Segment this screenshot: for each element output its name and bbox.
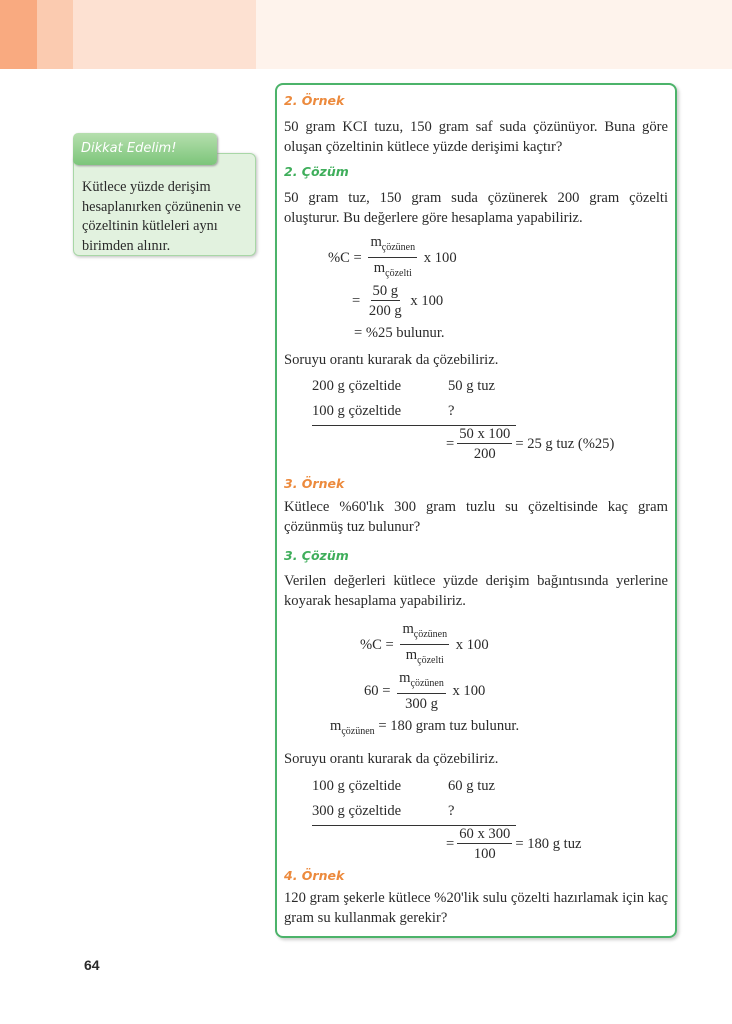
note-title: Dikkat Edelim! bbox=[73, 133, 217, 165]
proportion-2-row-1-right: 60 g tuz bbox=[448, 778, 496, 794]
formula-percent-c-2: %C = $\frac{m_{çözünen}}{m_{çözelti}}$ x 100 bbox=[360, 621, 489, 666]
proportion-row-2-right: ? bbox=[448, 403, 455, 419]
example-4-text: 120 gram şekerle kütlece %20'lik sulu çözelti hazırlamak için kaç gram su kullanmak gerekir? bbox=[284, 890, 668, 926]
header-strip-3 bbox=[73, 0, 256, 69]
formula-result: = %25 bulunur. bbox=[354, 325, 445, 341]
header-strip-1 bbox=[0, 0, 37, 69]
formula-substitution-2: 60 = $\frac{m_{çözünen}}{300 g}$ x 100 bbox=[364, 670, 486, 712]
proportion-row-1-right: 50 g tuz bbox=[448, 378, 496, 394]
page-number: 64 bbox=[84, 957, 100, 973]
note-text: Kütlece yüzde derişim hesaplanırken çözünenin ve çözeltinin kütleleri aynı birimden alınır. bbox=[73, 153, 256, 256]
example-4-title: 4. Örnek bbox=[284, 868, 345, 883]
example-3-text: Kütlece %60'lık 300 gram tuzlu su çözeltisinde kaç gram çözünmüş tuz bulunur? bbox=[284, 499, 668, 535]
example-3-title: 3. Örnek bbox=[284, 476, 345, 491]
header-strip-4 bbox=[256, 0, 732, 69]
proportion-intro: Soruyu orantı kurarak da çözebiliriz. bbox=[284, 352, 499, 368]
proportion-2-result: = $\frac{60 x 300}{100}$ = 180 g tuz bbox=[446, 826, 582, 862]
header-strip-2 bbox=[37, 0, 73, 69]
example-2-title: 2. Örnek bbox=[284, 93, 345, 108]
proportion-row-1-left: 200 g çözeltide bbox=[312, 378, 402, 394]
solution-2-title: 2. Çözüm bbox=[284, 164, 349, 179]
formula-result-2: $m_{çözünen} = 180$ gram tuz bulunur. bbox=[330, 718, 520, 737]
proportion-2-row-1-left: 100 g çözeltide bbox=[312, 778, 402, 794]
proportion-2-row-2-right: ? bbox=[448, 803, 455, 819]
formula-percent-c: %C = $\frac{m_{çözünen}}{m_{çözelti}}$ x 100 bbox=[328, 234, 457, 279]
proportion-intro-2: Soruyu orantı kurarak da çözebiliriz. bbox=[284, 751, 499, 767]
proportion-2-row-2-left: 300 g çözeltide bbox=[312, 803, 402, 819]
solution-3-title: 3. Çözüm bbox=[284, 548, 349, 563]
solution-3-text: Verilen değerleri kütlece yüzde derişim bağıntısında yerlerine koyarak hesaplama yapabiliriz. bbox=[284, 573, 668, 609]
proportion-row-2-left: 100 g çözeltide bbox=[312, 403, 402, 419]
example-2-text: 50 gram KCI tuzu, 150 gram saf suda çözünüyor. Buna göre oluşan çözeltinin kütlece yüzde derişimi kaçtır? bbox=[284, 119, 668, 155]
formula-substitution: = $\frac{50 g}{200 g}$ x 100 bbox=[352, 283, 444, 319]
proportion-result: = $\frac{50 x 100}{200}$ = 25 g tuz (%25) bbox=[446, 426, 615, 462]
solution-2-text: 50 gram tuz, 150 gram suda çözünerek 200 gram çözelti oluşturur. Bu değerlere göre hesaplama yapabiliriz. bbox=[284, 190, 668, 226]
